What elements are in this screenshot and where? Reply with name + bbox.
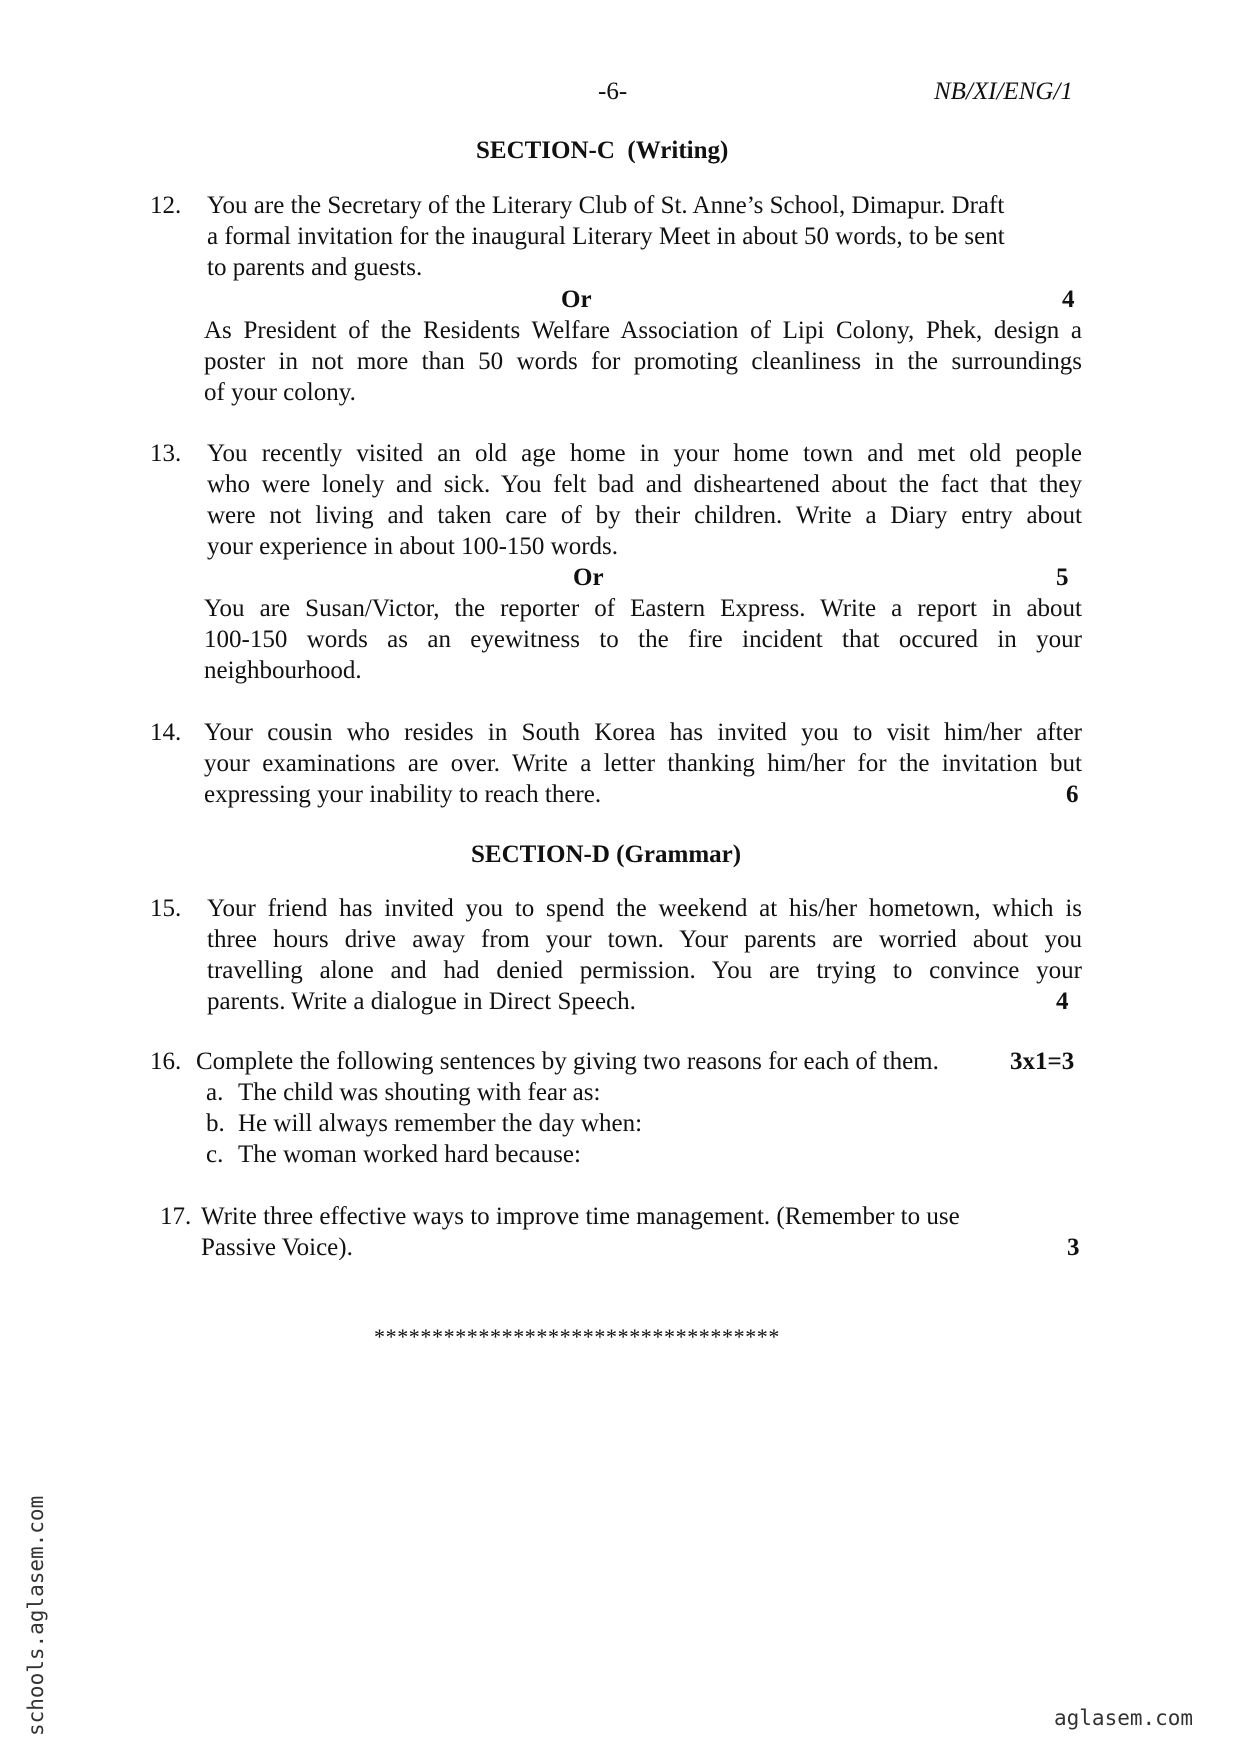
question-14-line-2: your examinations are over. Write a letter thanking him/her for the invitation but (204, 750, 1082, 777)
question-16-item-a-label: a. (206, 1079, 224, 1106)
question-15-line-2: three hours drive away from your town. Your parents are worried about you (207, 926, 1082, 953)
question-13-line-4: your experience in about 100-150 words. (207, 533, 618, 560)
question-16-item-c-text: The woman worked hard because: (238, 1141, 581, 1168)
question-15-marks: 4 (1056, 988, 1069, 1015)
question-14-marks: 6 (1066, 781, 1079, 808)
question-16-marks: 3x1=3 (1010, 1048, 1075, 1075)
question-13-alt-line-2: 100-150 words as an eyewitness to the fire incident that occured in your (204, 626, 1082, 653)
question-16-item-c-label: c. (206, 1141, 224, 1168)
question-13-line-1: You recently visited an old age home in your home town and met old people (207, 440, 1082, 467)
question-13-number: 13. (150, 440, 182, 467)
question-14-number: 14. (150, 719, 182, 746)
question-17-line-2: Passive Voice). (201, 1234, 353, 1261)
question-13-or: Or (573, 564, 604, 591)
paper-code: NB/XI/ENG/1 (934, 78, 1073, 105)
bottom-watermark: aglasem.com (1054, 1706, 1194, 1730)
section-d-title: SECTION-D (Grammar) (471, 841, 742, 868)
question-12-line-1: You are the Secretary of the Literary Club of St. Anne’s School, Dimapur. Draft (207, 192, 1005, 219)
question-14-line-1: Your cousin who resides in South Korea has invited you to visit him/her after (204, 719, 1082, 746)
question-16-stem: Complete the following sentences by giving two reasons for each of them. (196, 1048, 939, 1075)
question-13-marks: 5 (1056, 564, 1069, 591)
question-12-or: Or (561, 286, 592, 313)
question-12-alt-line-3: of your colony. (204, 379, 356, 406)
question-13-line-2: who were lonely and sick. You felt bad and disheartened about the fact that they (207, 471, 1082, 498)
question-15-line-3: travelling alone and had denied permission. You are trying to convince your (207, 957, 1082, 984)
question-17-number: 17. (160, 1203, 192, 1230)
question-16-item-a-text: The child was shouting with fear as: (238, 1079, 601, 1106)
question-16-item-b-text: He will always remember the day when: (238, 1110, 643, 1137)
question-14-line-3: expressing your inability to reach there. (204, 781, 602, 808)
section-c-title: SECTION-C (Writing) (476, 137, 729, 164)
page-number: -6- (598, 78, 628, 105)
end-of-paper-stars: *********************************** (374, 1324, 780, 1349)
question-17-line-1: Write three effective ways to improve time management. (Remember to use (201, 1203, 960, 1230)
question-15-line-1: Your friend has invited you to spend the weekend at his/her hometown, which is (207, 895, 1082, 922)
question-12-number: 12. (150, 192, 182, 219)
question-16-item-b-label: b. (206, 1110, 225, 1137)
question-12-alt-line-1: As President of the Residents Welfare Association of Lipi Colony, Phek, design a (204, 317, 1082, 344)
question-17-marks: 3 (1067, 1234, 1080, 1261)
question-12-line-3: to parents and guests. (207, 254, 423, 281)
side-watermark: schools.aglasem.com (24, 1495, 48, 1736)
question-15-number: 15. (150, 895, 182, 922)
question-13-alt-line-3: neighbourhood. (204, 657, 362, 684)
question-13-line-3: were not living and taken care of by their children. Write a Diary entry about (207, 502, 1082, 529)
question-15-line-4: parents. Write a dialogue in Direct Speech. (207, 988, 636, 1015)
question-12-marks: 4 (1062, 286, 1075, 313)
question-12-line-2: a formal invitation for the inaugural Literary Meet in about 50 words, to be sent (207, 223, 1005, 250)
question-13-alt-line-1: You are Susan/Victor, the reporter of Eastern Express. Write a report in about (204, 595, 1082, 622)
question-12-alt-line-2: poster in not more than 50 words for promoting cleanliness in the surroundings (204, 348, 1082, 375)
question-16-number: 16. (150, 1048, 182, 1075)
